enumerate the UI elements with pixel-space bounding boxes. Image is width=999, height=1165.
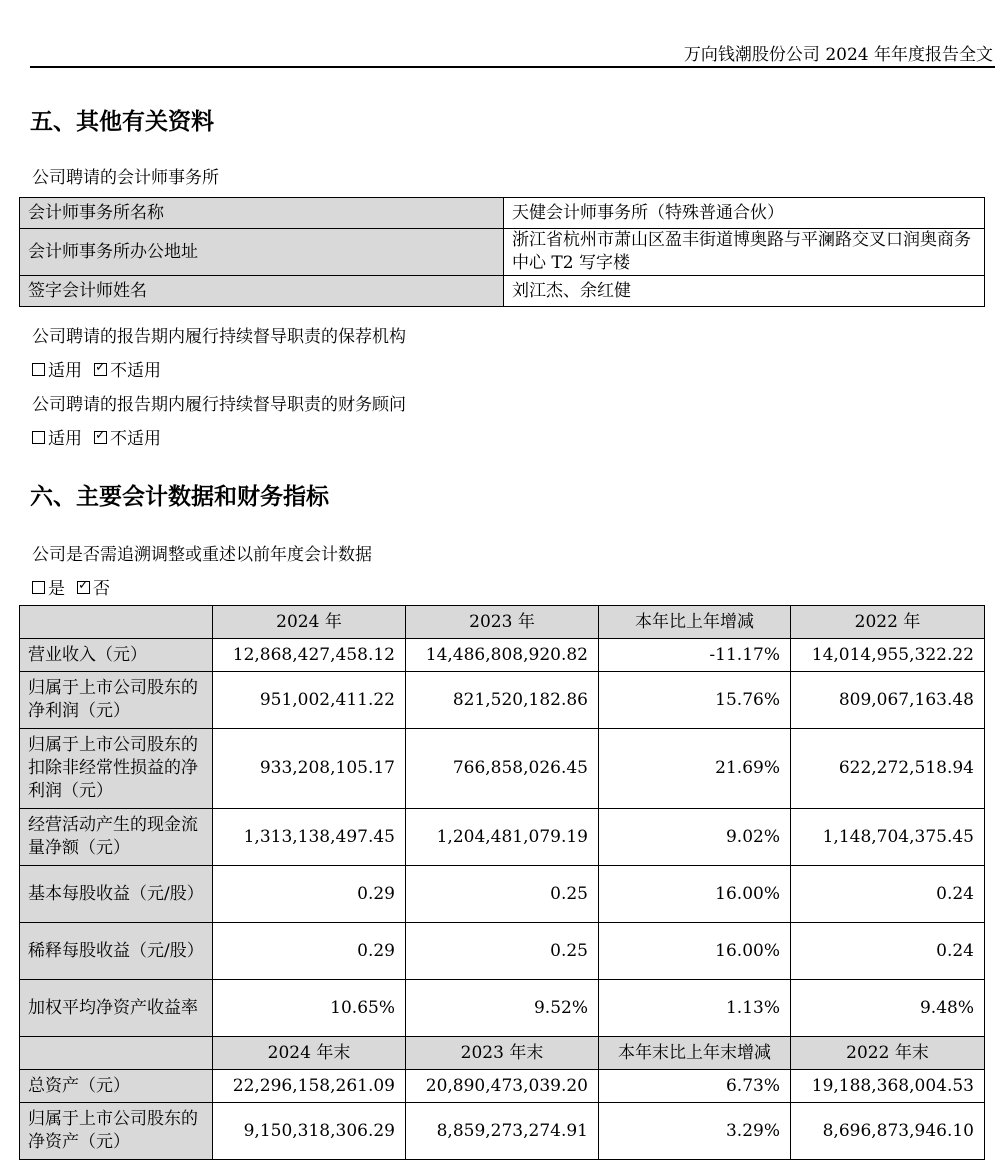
row-label: 归属于上市公司股东的净资产（元） <box>20 1103 213 1160</box>
header-cell: 2023 年 <box>406 606 599 639</box>
value-cell: 809,067,163.48 <box>791 672 985 729</box>
value-cell: 1,148,704,375.45 <box>791 809 985 866</box>
value-cell: 16.00% <box>599 923 791 980</box>
value-cell: 21.69% <box>599 729 791 809</box>
restatement-question: 公司是否需追溯调整或重述以前年度会计数据 <box>32 545 372 565</box>
value-cell: 3.29% <box>599 1103 791 1160</box>
firm-value: 刘江杰、余红健 <box>504 276 985 307</box>
row-label: 经营活动产生的现金流量净额（元） <box>20 809 213 866</box>
table-header-row <box>20 606 985 639</box>
accounting-firm-table <box>19 197 985 307</box>
value-cell: 0.25 <box>406 923 599 980</box>
table-row <box>20 866 985 923</box>
header-cell: 2024 年 <box>213 606 406 639</box>
value-cell: -11.17% <box>599 639 791 672</box>
value-cell: 622,272,518.94 <box>791 729 985 809</box>
header-cell: 本年末比上年末增减 <box>599 1037 791 1070</box>
firm-value: 浙江省杭州市萧山区盈丰街道博奥路与平澜路交叉口润奥商务中心 T2 写字楼 <box>504 229 985 276</box>
value-cell: 8,696,873,946.10 <box>791 1103 985 1160</box>
unchecked-box-icon <box>32 581 45 594</box>
value-cell: 22,296,158,261.09 <box>213 1070 406 1103</box>
value-cell: 933,208,105.17 <box>213 729 406 809</box>
sponsor-not-applicable-checkbox[interactable] <box>94 356 161 381</box>
firm-label: 会计师事务所名称 <box>20 198 504 229</box>
value-cell: 0.25 <box>406 866 599 923</box>
row-label: 归属于上市公司股东的扣除非经常性损益的净利润（元） <box>20 729 213 809</box>
report-header: 万向钱潮股份公司 2024 年年度报告全文 <box>683 45 993 65</box>
option-label: 是 <box>48 579 65 599</box>
value-cell: 9,150,318,306.29 <box>213 1103 406 1160</box>
header-cell <box>20 1037 213 1070</box>
table-row <box>20 809 985 866</box>
firm-label: 会计师事务所办公地址 <box>20 229 504 276</box>
header-cell: 2023 年末 <box>406 1037 599 1070</box>
value-cell: 9.52% <box>406 980 599 1037</box>
option-label: 不适用 <box>110 429 161 449</box>
header-cell <box>20 606 213 639</box>
firm-row <box>20 229 985 276</box>
value-cell: 6.73% <box>599 1070 791 1103</box>
value-cell: 0.29 <box>213 866 406 923</box>
checked-box-icon <box>94 431 107 444</box>
advisor-text: 公司聘请的报告期内履行持续督导职责的财务顾问 <box>32 395 406 415</box>
row-label: 加权平均净资产收益率 <box>20 980 213 1037</box>
row-label: 稀释每股收益（元/股） <box>20 923 213 980</box>
value-cell: 9.02% <box>599 809 791 866</box>
value-cell: 951,002,411.22 <box>213 672 406 729</box>
restatement-yes-checkbox[interactable] <box>32 574 65 599</box>
value-cell: 0.29 <box>213 923 406 980</box>
header-cell: 本年比上年增减 <box>599 606 791 639</box>
table-row <box>20 729 985 809</box>
option-label: 否 <box>93 579 110 599</box>
value-cell: 14,014,955,322.22 <box>791 639 985 672</box>
header-cell: 2024 年末 <box>213 1037 406 1070</box>
option-label: 不适用 <box>110 361 161 381</box>
table-header-row <box>20 1037 985 1070</box>
value-cell: 16.00% <box>599 866 791 923</box>
firm-intro: 公司聘请的会计师事务所 <box>32 168 219 188</box>
table-row <box>20 639 985 672</box>
table-row <box>20 980 985 1037</box>
value-cell: 20,890,473,039.20 <box>406 1070 599 1103</box>
section-5-title: 五、其他有关资料 <box>30 108 214 135</box>
row-label: 营业收入（元） <box>20 639 213 672</box>
value-cell: 9.48% <box>791 980 985 1037</box>
firm-row <box>20 198 985 229</box>
value-cell: 1,204,481,079.19 <box>406 809 599 866</box>
option-label: 适用 <box>48 429 82 449</box>
advisor-applicable-checkbox[interactable] <box>32 424 82 449</box>
restatement-no-checkbox[interactable] <box>77 574 110 599</box>
sponsor-text: 公司聘请的报告期内履行持续督导职责的保荐机构 <box>32 327 406 347</box>
firm-label: 签字会计师姓名 <box>20 276 504 307</box>
header-cell: 2022 年 <box>791 606 985 639</box>
value-cell: 821,520,182.86 <box>406 672 599 729</box>
value-cell: 1.13% <box>599 980 791 1037</box>
unchecked-box-icon <box>32 431 45 444</box>
unchecked-box-icon <box>32 363 45 376</box>
value-cell: 19,188,368,004.53 <box>791 1070 985 1103</box>
table-row <box>20 1070 985 1103</box>
firm-row <box>20 276 985 307</box>
option-label: 适用 <box>48 361 82 381</box>
checked-box-icon <box>77 581 90 594</box>
value-cell: 0.24 <box>791 866 985 923</box>
firm-value: 天健会计师事务所（特殊普通合伙） <box>504 198 985 229</box>
financial-indicators-table <box>19 605 985 1160</box>
header-cell: 2022 年末 <box>791 1037 985 1070</box>
restatement-options <box>32 574 122 599</box>
value-cell: 15.76% <box>599 672 791 729</box>
table-row <box>20 923 985 980</box>
value-cell: 0.24 <box>791 923 985 980</box>
value-cell: 10.65% <box>213 980 406 1037</box>
advisor-not-applicable-checkbox[interactable] <box>94 424 161 449</box>
advisor-options <box>32 424 173 449</box>
value-cell: 12,868,427,458.12 <box>213 639 406 672</box>
sponsor-options <box>32 356 173 381</box>
table-row <box>20 672 985 729</box>
row-label: 基本每股收益（元/股） <box>20 866 213 923</box>
table-row <box>20 1103 985 1160</box>
value-cell: 1,313,138,497.45 <box>213 809 406 866</box>
value-cell: 8,859,273,274.91 <box>406 1103 599 1160</box>
checked-box-icon <box>94 363 107 376</box>
row-label: 归属于上市公司股东的净利润（元） <box>20 672 213 729</box>
header-rule <box>30 66 995 68</box>
value-cell: 14,486,808,920.82 <box>406 639 599 672</box>
sponsor-applicable-checkbox[interactable] <box>32 356 82 381</box>
row-label: 总资产（元） <box>20 1070 213 1103</box>
section-6-title: 六、主要会计数据和财务指标 <box>30 483 329 510</box>
value-cell: 766,858,026.45 <box>406 729 599 809</box>
